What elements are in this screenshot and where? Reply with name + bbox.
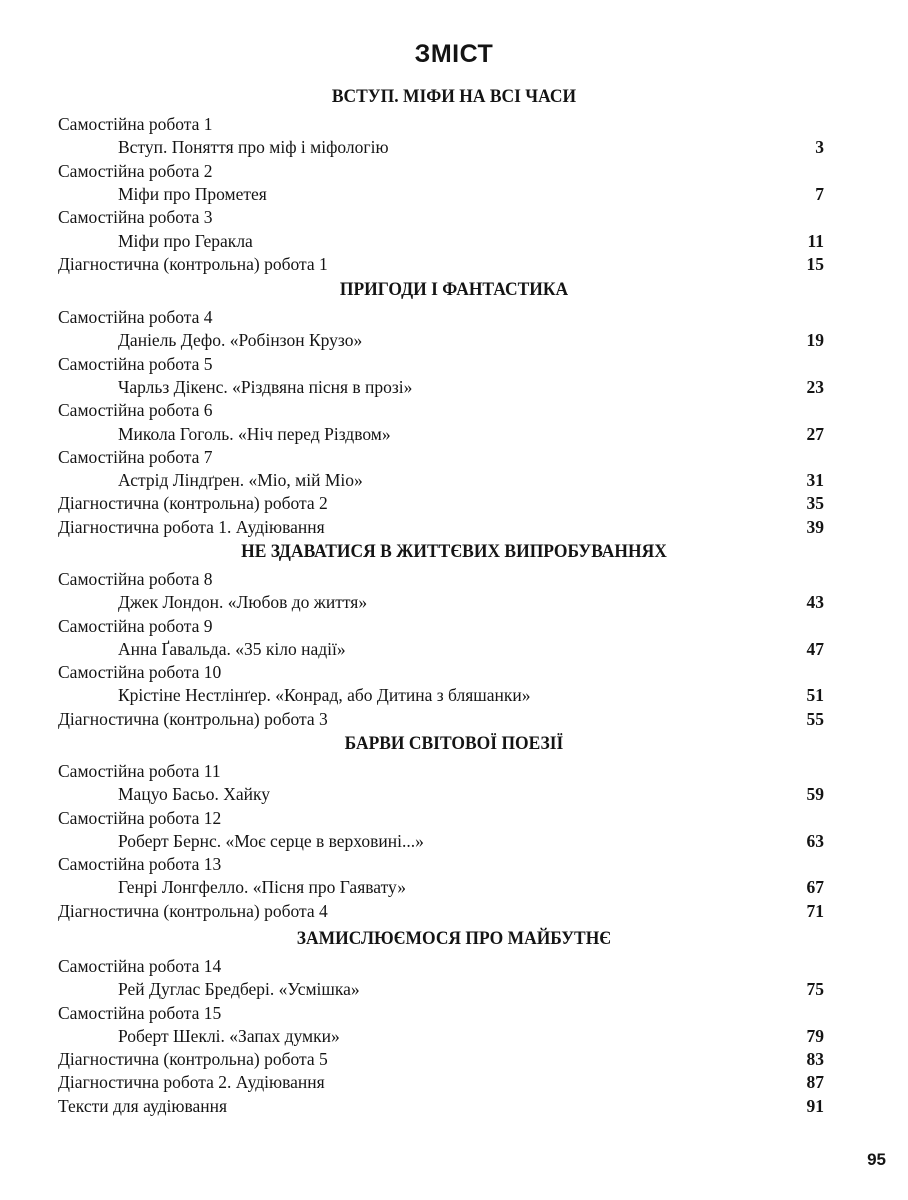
toc-entry-title: Мацуо Басьо. Хайку: [118, 784, 270, 804]
toc-entry-page: 87: [806, 1072, 824, 1092]
toc-entry-page: 27: [806, 424, 824, 444]
toc-entry: [58, 638, 824, 661]
toc-entry-title: Діагностична (контрольна) робота 1: [58, 254, 328, 274]
toc-entry-title: Самостійна робота 5: [58, 354, 213, 374]
toc-entry-page: 11: [807, 231, 824, 251]
toc-entry-title: Діагностична (контрольна) робота 3: [58, 709, 328, 729]
toc-entry-title: Самостійна робота 6: [58, 400, 213, 420]
toc-entry-page: 59: [806, 784, 824, 804]
toc-entry-title: Астрід Ліндґрен. «Міо, мій Міо»: [118, 470, 363, 490]
toc-entry: [58, 423, 824, 446]
toc-entry-page: 79: [806, 1026, 824, 1046]
toc-entry: [58, 183, 824, 206]
toc-entry-title: Діагностична (контрольна) робота 4: [58, 901, 328, 921]
toc-group-label: [58, 160, 824, 183]
toc-entry: [58, 516, 824, 539]
toc-entry-title: Микола Гоголь. «Ніч перед Різдвом»: [118, 424, 391, 444]
toc-entry-title: Міфи про Геракла: [118, 231, 253, 251]
toc-entry-title: Генрі Лонгфелло. «Пісня про Гаявату»: [118, 877, 406, 897]
toc-entry: [58, 469, 824, 492]
toc-entry-page: 51: [806, 685, 824, 705]
toc-group-label: [58, 399, 824, 422]
toc-entry-page: 83: [806, 1049, 824, 1069]
toc-entry-page: 75: [806, 979, 824, 999]
toc-entry-page: 71: [806, 901, 824, 921]
section-heading: БАРВИ СВІТОВОЇ ПОЕЗІЇ: [344, 733, 564, 754]
section-heading: ПРИГОДИ І ФАНТАСТИКА: [339, 279, 569, 300]
section-heading: ЗАМИСЛЮЄМОСЯ ПРО МАЙБУТНЄ: [296, 928, 612, 949]
toc-group-label: [58, 853, 824, 876]
toc-entry-title: Роберт Шеклі. «Запах думки»: [118, 1026, 340, 1046]
toc-entry-title: Самостійна робота 3: [58, 207, 213, 227]
toc-entry-title: Самостійна робота 13: [58, 854, 222, 874]
toc-entry-page: 63: [806, 831, 824, 851]
toc-entry: [58, 492, 824, 515]
toc-entry-page: 35: [806, 493, 824, 513]
toc-entry-page: 23: [806, 377, 824, 397]
toc-entry: [58, 136, 824, 159]
toc-entry-title: Самостійна робота 1: [58, 114, 213, 134]
toc-entry-title: Самостійна робота 11: [58, 761, 221, 781]
toc-entry-page: 47: [806, 639, 824, 659]
toc-entry: [58, 329, 824, 352]
toc-entry-page: 43: [806, 592, 824, 612]
toc-entry: [58, 684, 824, 707]
toc-group-label: [58, 306, 824, 329]
toc-entry-page: 3: [815, 137, 824, 157]
section-heading: ВСТУП. МІФИ НА ВСІ ЧАСИ: [331, 86, 577, 107]
toc-entry: [58, 1071, 824, 1094]
page-number: 95: [867, 1150, 886, 1169]
toc-entry-title: Роберт Бернс. «Моє серце в верховині...»: [118, 831, 424, 851]
toc-entry-title: Самостійна робота 10: [58, 662, 222, 682]
toc-entry-page: 67: [806, 877, 824, 897]
toc-entry: [58, 708, 824, 731]
toc-entry-title: Самостійна робота 12: [58, 808, 222, 828]
toc-entry-page: 91: [806, 1096, 824, 1116]
toc-entry-title: Діагностична (контрольна) робота 5: [58, 1049, 328, 1069]
toc-entry-title: Рей Дуглас Бредбері. «Усмішка»: [118, 979, 360, 999]
toc-entry: [58, 230, 824, 253]
toc-entry: [58, 830, 824, 853]
toc-entry: [58, 783, 824, 806]
toc-group-label: [58, 955, 824, 978]
toc-entry: [58, 253, 824, 276]
toc-entry-title: Самостійна робота 14: [58, 956, 222, 976]
toc-entry-title: Даніель Дефо. «Робінзон Крузо»: [118, 330, 363, 350]
toc-entry-page: 55: [806, 709, 824, 729]
toc-entry-title: Міфи про Прометея: [118, 184, 267, 204]
toc-group-label: [58, 446, 824, 469]
toc-entry: [58, 376, 824, 399]
toc-entry: [58, 900, 824, 923]
toc-entry-title: Самостійна робота 15: [58, 1003, 222, 1023]
toc-entry-title: Чарльз Дікенс. «Різдвяна пісня в прозі»: [118, 377, 413, 397]
toc-entry: [58, 1048, 824, 1071]
toc-entry-page: 7: [815, 184, 824, 204]
toc-entry-title: Самостійна робота 4: [58, 307, 213, 327]
toc-entry: [58, 591, 824, 614]
toc-entry: [58, 978, 824, 1001]
toc-entry: [58, 876, 824, 899]
toc-group-label: [58, 615, 824, 638]
toc-group-label: [58, 807, 824, 830]
toc-entry: [58, 1095, 824, 1118]
toc-entry: [58, 1025, 824, 1048]
toc-group-label: [58, 113, 824, 136]
toc-entry-title: Самостійна робота 9: [58, 616, 213, 636]
toc-entry-title: Вступ. Поняття про міф і міфологію: [118, 137, 389, 157]
toc-entry-title: Діагностична (контрольна) робота 2: [58, 493, 328, 513]
toc-entry-title: Самостійна робота 8: [58, 569, 213, 589]
section-heading: НЕ ЗДАВАТИСЯ В ЖИТТЄВИХ ВИПРОБУВАННЯХ: [241, 541, 667, 562]
toc-entry-page: 19: [806, 330, 824, 350]
toc-group-label: [58, 568, 824, 591]
toc-entry-page: 31: [806, 470, 824, 490]
toc-entry-title: Джек Лондон. «Любов до життя»: [118, 592, 368, 612]
toc-entry-page: 39: [806, 517, 824, 537]
toc-group-label: [58, 206, 824, 229]
toc-group-label: [58, 353, 824, 376]
toc-entry-title: Самостійна робота 7: [58, 447, 213, 467]
toc-group-label: [58, 760, 824, 783]
toc-entry-title: Крістіне Нестлінґер. «Конрад, або Дитина з бляшанки»: [118, 685, 531, 705]
toc-group-label: [58, 661, 824, 684]
toc-entry-title: Анна Ґавальда. «35 кіло надії»: [118, 639, 346, 659]
page-title: ЗМІСТ: [414, 40, 494, 68]
toc-entry-title: Тексти для аудіювання: [58, 1096, 228, 1116]
toc-entry-title: Самостійна робота 2: [58, 161, 213, 181]
toc-entry-page: 15: [806, 254, 824, 274]
toc-entry-title: Діагностична робота 1. Аудіювання: [58, 517, 325, 537]
toc-entry-title: Діагностична робота 2. Аудіювання: [58, 1072, 325, 1092]
toc-group-label: [58, 1002, 824, 1025]
